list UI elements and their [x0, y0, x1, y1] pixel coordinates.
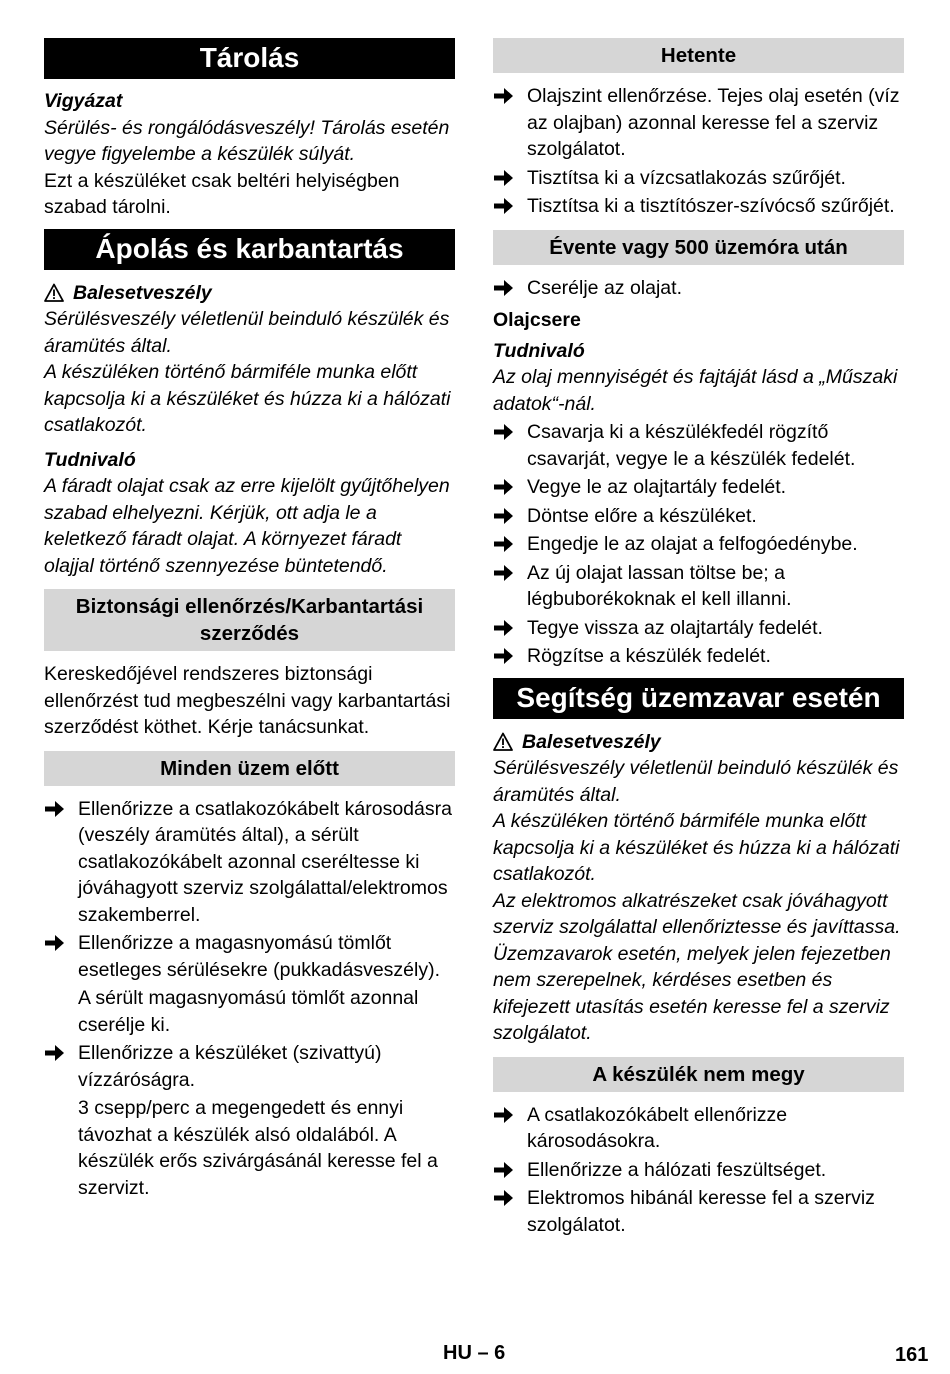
- arrow-right-icon: [44, 1040, 66, 1066]
- arrow-right-icon: [493, 275, 515, 301]
- warning-triangle-icon: [44, 283, 64, 303]
- list-item-text: Elektromos hibánál keresse fel a szerviz szolgálatot.: [527, 1187, 875, 1236]
- section-title-biztonsagi: Biztonsági ellenőrzés/Karbantartási szerződés: [44, 589, 455, 651]
- arrow-right-icon: [493, 1102, 515, 1128]
- list-item-text: Olajszint ellenőrzése. Tejes olaj esetén (víz az olajban) azonnal keresse fel a szerviz szolgálatot.: [527, 85, 900, 160]
- list-item-text: Engedje le az olajat a felfogóedénybe.: [527, 533, 858, 555]
- list-item-continuation: A sérült magasnyomású tömlőt azonnal cserélje ki.: [78, 987, 419, 1036]
- list-item: [493, 419, 904, 472]
- balesetveszely-text-2: A készüléken történő bármiféle munka előtt kapcsolja ki a készüléket és húzza ki a hálózati csatlakozót.: [44, 361, 451, 436]
- arrow-right-icon: [493, 419, 515, 445]
- list-item: [493, 560, 904, 613]
- list-item-text: Döntse előre a készüléket.: [527, 504, 757, 527]
- tudnivalo-text: A fáradt olajat csak az erre kijelölt gyűjtőhelyen szabad elhelyezni. Kérjük, ott adja le a keletkező fáradt olajat. A környezet fáradt olajjal történő szennyezése büntetendő.: [44, 475, 450, 577]
- left-column: [44, 38, 455, 1201]
- list-item: [44, 1040, 455, 1093]
- tudnivalo-label: Tudnivaló: [44, 448, 136, 471]
- page-number: 161: [895, 1344, 929, 1366]
- balesetveszely-label: Balesetveszély: [522, 730, 661, 753]
- arrow-right-icon: [493, 1185, 515, 1211]
- balesetveszely-text-2: A készüléken történő bármiféle munka előtt kapcsolja ki a készüléket és húzza ki a hálózati csatlakozót.: [493, 810, 900, 885]
- arrow-right-icon: [493, 83, 515, 109]
- list-item: [493, 1157, 904, 1184]
- list-item-text: Rögzítse a készülék fedelét.: [527, 645, 771, 667]
- footer-section-label: HU – 6: [443, 1342, 506, 1364]
- balesetveszely-text-1: Sérülésveszély véletlenül beinduló készülék és áramütés által.: [44, 308, 450, 357]
- arrow-right-icon: [493, 503, 515, 529]
- list-item-text: Cserélje az olajat.: [527, 276, 682, 299]
- list-item: [44, 930, 455, 983]
- arrow-right-icon: [493, 165, 515, 191]
- balesetveszely-text-3: Az elektromos alkatrészeket csak jóváhagyott szerviz szolgálattal ellenőriztesse és javíttassa.: [493, 889, 901, 938]
- arrow-right-icon: [493, 193, 515, 219]
- vigyazat-label: Vigyázat: [44, 90, 123, 112]
- list-item: [493, 615, 904, 642]
- list-item-continuation: 3 csepp/perc a megengedett és ennyi távozhat a készülék alsó oldalából. A készülék erős szivárgásánál keresse fel a szervizt.: [78, 1097, 438, 1199]
- warning-triangle-icon: [493, 732, 513, 752]
- list-item-text: Az új olajat lassan töltse be; a légbuborékoknak el kell illanni.: [527, 561, 792, 610]
- balesetveszely-text-1: Sérülésveszély véletlenül beinduló készülék és áramütés által.: [493, 757, 899, 806]
- list-item: [493, 165, 904, 192]
- list-item-text: Csavarja ki a készülékfedél rögzítő csavarját, vegye le a készülék fedelét.: [527, 421, 856, 470]
- list-item-text: Ellenőrizze a hálózati feszültséget.: [527, 1158, 827, 1181]
- tudnivalo-text: Az olaj mennyiségét és fajtáját lásd a „Műszaki adatok“-nál.: [493, 366, 898, 415]
- list-item-text: Tisztítsa ki a vízcsatlakozás szűrőjét.: [527, 166, 846, 189]
- list-item: [493, 643, 904, 670]
- arrow-right-icon: [493, 531, 515, 557]
- balesetveszely-label: Balesetveszély: [73, 281, 212, 304]
- list-item: [493, 1102, 904, 1155]
- list-item: [493, 193, 904, 220]
- list-item: [493, 503, 904, 530]
- list-item: [493, 83, 904, 163]
- list-item-text: A csatlakozókábelt ellenőrizze károsodásokra.: [527, 1103, 788, 1152]
- list-item-text: Ellenőrizze a készüléket (szivattyú) vízzáróságra.: [78, 1042, 382, 1091]
- olajcsere-label: Olajcsere: [493, 309, 581, 331]
- arrow-right-icon: [493, 1157, 515, 1183]
- arrow-right-icon: [44, 796, 66, 822]
- tarolas-text: Ezt a készüléket csak beltéri helyiségben szabad tárolni.: [44, 169, 400, 218]
- list-item-text: Tegye vissza az olajtartály fedelét.: [527, 616, 823, 639]
- balesetveszely-heading: [44, 280, 455, 307]
- arrow-right-icon: [493, 474, 515, 500]
- arrow-right-icon: [493, 643, 515, 669]
- list-item-text: Ellenőrizze a csatlakozókábelt károsodásra (veszély áramütés által), a sérült csatlakozókábelt azonnal cseréltesse ki jóváhagyott szerviz szolgálattal/elektromos szakemberrel.: [78, 797, 452, 926]
- section-title-tarolas: Tárolás: [44, 38, 455, 79]
- right-column: [493, 38, 904, 1240]
- section-title-apolas: Ápolás és karbantartás: [44, 229, 455, 270]
- arrow-right-icon: [493, 560, 515, 586]
- list-item-text: Tisztítsa ki a tisztítószer-szívócső szűrőjét.: [527, 195, 895, 217]
- tudnivalo-label: Tudnivaló: [493, 339, 585, 362]
- list-item-text: Vegye le az olajtartály fedelét.: [527, 476, 787, 498]
- section-title-minden-uzem: Minden üzem előtt: [44, 751, 455, 786]
- arrow-right-icon: [44, 930, 66, 956]
- list-item: [44, 796, 455, 929]
- section-title-nem-megy: A készülék nem megy: [493, 1057, 904, 1092]
- section-title-segitseg: Segítség üzemzavar esetén: [493, 678, 904, 719]
- arrow-right-icon: [493, 615, 515, 641]
- biztonsagi-text: Kereskedőjével rendszeres biztonsági ellenőrzést tud megbeszélni vagy karbantartási szerződést köthet. Kérje tanácsunkat.: [44, 663, 451, 738]
- list-item: [493, 531, 904, 558]
- list-item: [493, 1185, 904, 1238]
- section-title-hetente: Hetente: [493, 38, 904, 73]
- section-title-evente: Évente vagy 500 üzemóra után: [493, 230, 904, 265]
- list-item: [493, 474, 904, 501]
- balesetveszely-text-4: Üzemzavarok esetén, melyek jelen fejezetben nem szerepelnek, kérdéses esetben és kifejezett utasítás esetén keresse fel a szerviz szolgálatot.: [493, 942, 891, 1044]
- balesetveszely-heading: [493, 729, 904, 756]
- list-item: [493, 275, 904, 302]
- vigyazat-text: Sérülés- és rongálódásveszély! Tárolás esetén vegye figyelembe a készülék súlyát.: [44, 116, 450, 165]
- list-item-text: Ellenőrizze a magasnyomású tömlőt esetleges sérülésekre (pukkadásveszély).: [78, 932, 441, 981]
